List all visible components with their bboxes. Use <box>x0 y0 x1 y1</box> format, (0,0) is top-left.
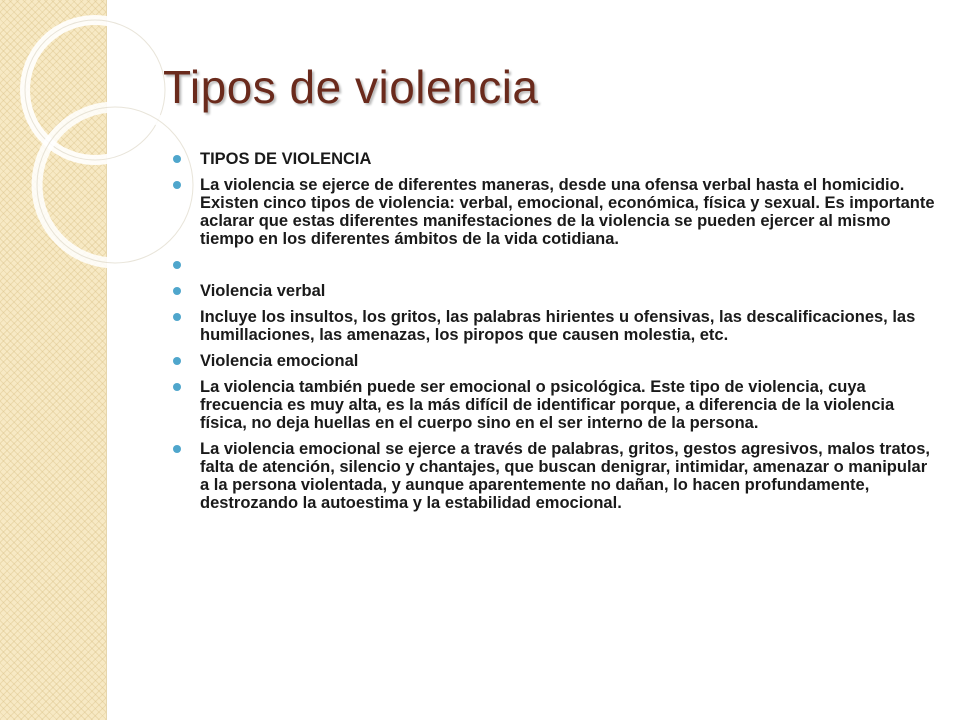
bullet-dot-icon <box>173 357 181 365</box>
bullet-item <box>170 282 940 300</box>
bullet-item <box>170 378 940 432</box>
bullet-item <box>170 176 940 248</box>
bullet-item <box>170 256 940 274</box>
bullet-text: TIPOS DE VIOLENCIA <box>200 150 372 168</box>
bullet-item <box>170 352 940 370</box>
bullet-text: La violencia también puede ser emocional o psicológica. Este tipo de violencia, cuya frecuencia es muy alta, es la más difícil de identificar porque, a diferencia de la violencia física, no deja huellas en el cuerpo sino en el ser interno de la persona. <box>200 378 895 432</box>
bullet-item <box>170 440 940 512</box>
bullet-item <box>170 308 940 344</box>
bullet-dot-icon <box>173 261 181 269</box>
bullet-text: La violencia emocional se ejerce a través de palabras, gritos, gestos agresivos, malos tratos, falta de atención, silencio y chantajes, que buscan denigrar, intimidar, amenazar o manipular a la persona violentada, y aunque aparentemente no dañan, lo hacen profundamente, destrozando la autoestima y la estabilidad emocional. <box>200 440 930 512</box>
bullet-list <box>170 150 940 520</box>
bullet-dot-icon <box>173 383 181 391</box>
slide-title: Tipos de violencia <box>163 61 539 113</box>
bullet-dot-icon <box>173 313 181 321</box>
bullet-dot-icon <box>173 287 181 295</box>
bullet-text: Incluye los insultos, los gritos, las palabras hirientes u ofensivas, las descalificaciones, las humillaciones, las amenazas, los piropos que causen molestia, etc. <box>200 308 916 344</box>
bullet-dot-icon <box>173 181 181 189</box>
bullet-dot-icon <box>173 155 181 163</box>
bullet-text: Violencia emocional <box>200 352 359 370</box>
bullet-text: La violencia se ejerce de diferentes maneras, desde una ofensa verbal hasta el homicidio. Existen cinco tipos de violencia: verbal, emocional, económica, física y sexual. Es importante aclarar que estas diferentes manifestaciones de la violencia se pueden ejercer al mismo tiempo en los diferentes ámbitos de la vida cotidiana. <box>200 176 935 248</box>
decorative-circles <box>0 0 180 260</box>
bullet-text: Violencia verbal <box>200 282 326 300</box>
bullet-dot-icon <box>173 445 181 453</box>
bullet-item <box>170 150 940 168</box>
